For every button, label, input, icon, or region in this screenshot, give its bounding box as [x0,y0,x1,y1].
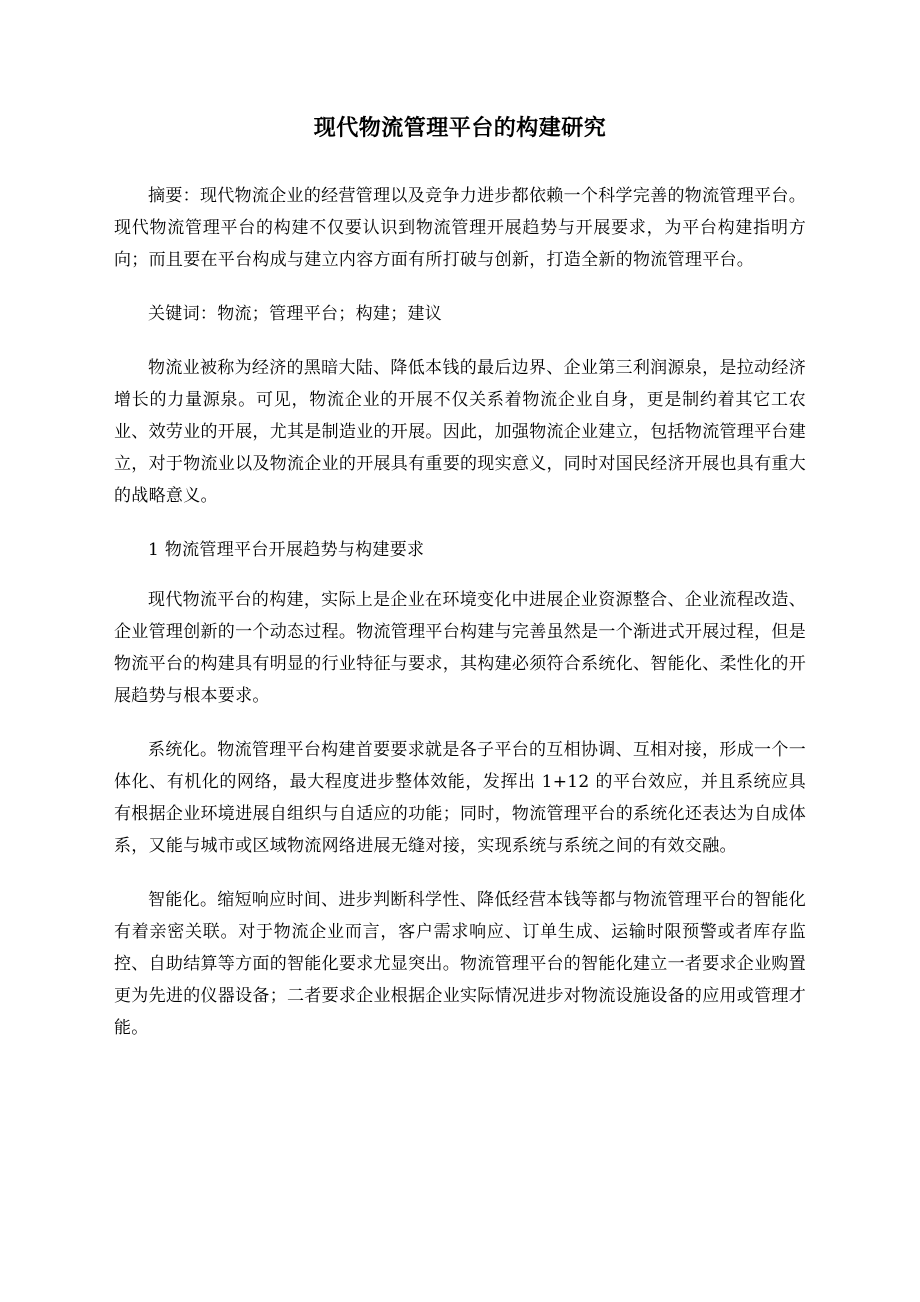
keywords-paragraph: 关键词：物流；管理平台；构建；建议 [148,304,443,324]
abstract-paragraph: 摘要：现代物流企业的经营管理以及竞争力进步都依赖一个科学完善的物流管理平台。现代物流管理平台的构建不仅要认识到物流管理开展趋势与开展要求，为平台构建指明方向；而且要在平台构成与建立内容方面有所打破与创新，打造全新的物流管理平台。 [114,186,806,270]
body-paragraph: 智能化。缩短响应时间、进步判断科学性、降低经营本钱等都与物流管理平台的智能化有着亲密关联。对于物流企业而言，客户需求响应、订单生成、运输时限预警或者库存监控、自助结算等方面的智能化要求尤显突出。物流管理平台的智能化建立一者要求企业购置更为先进的仪器设备；二者要求企业根据企业实际情况进步对物流设施设备的应用或管理才能。 [114,890,806,1038]
intro-paragraph: 物流业被称为经济的黑暗大陆、降低本钱的最后边界、企业第三利润源泉，是拉动经济增长的力量源泉。可见，物流企业的开展不仅关系着物流企业自身，更是制约着其它工农业、效劳业的开展，尤其是制造业的开展。因此，加强物流企业建立，包括物流管理平台建立，对于物流业以及物流企业的开展具有重要的现实意义，同时对国民经济开展也具有重大的战略意义。 [114,358,806,506]
body-paragraph: 现代物流平台的构建，实际上是企业在环境变化中进展企业资源整合、企业流程改造、企业管理创新的一个动态过程。物流管理平台构建与完善虽然是一个渐进式开展过程，但是物流平台的构建具有明显的行业特征与要求，其构建必须符合系统化、智能化、柔性化的开展趋势与根本要求。 [114,590,806,706]
section-heading: 1 物流管理平台开展趋势与构建要求 [148,540,425,560]
body-paragraph: 系统化。物流管理平台构建首要要求就是各子平台的互相协调、互相对接，形成一个一体化、有机化的网络，最大程度进步整体效能，发挥出 1+12 的平台效应，并且系统应具有根据企业环境进展自组织与自适应的功能；同时，物流管理平台的系统化还表达为自成体系，又能与城市或区域物流网络进展无缝对接，实现系统与系统之间的有效交融。 [114,740,806,856]
document-title: 现代物流管理平台的构建研究 [313,115,607,141]
